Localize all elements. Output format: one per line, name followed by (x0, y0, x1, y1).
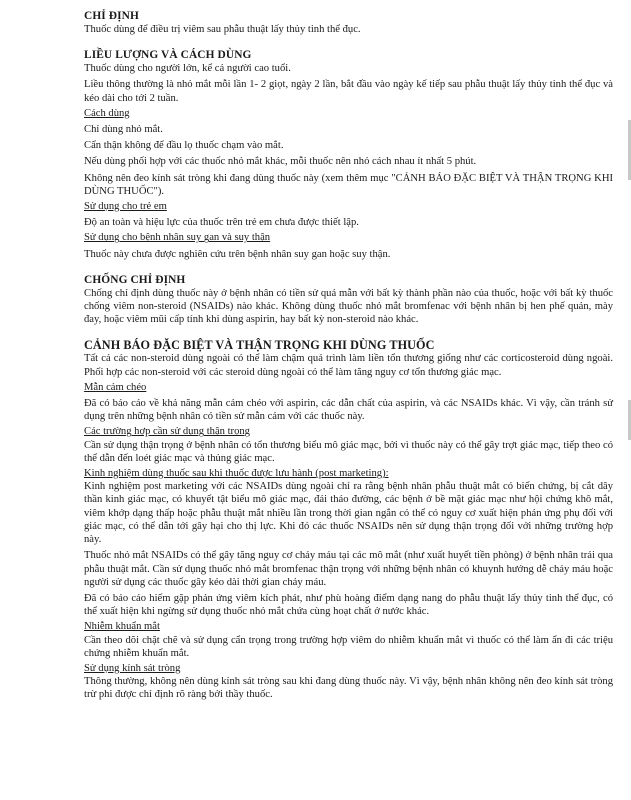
subheading: Cách dùng (84, 107, 130, 119)
paragraph: Thuốc này chưa được nghiên cứu trên bệnh nhân suy gan hoặc suy thận. (84, 248, 391, 260)
section-dosage (84, 48, 613, 261)
section-warnings (84, 338, 613, 701)
paragraph: Thuốc nhỏ mắt NSAIDs có thể gây tăng nguy cơ chảy máu tại các mô mắt (như xuất huyết tiền phòng) ở bệnh nhân trải qua phẫu thuật mắt. Cần sử dụng thuốc nhỏ mắt bromfenac thận trọng với những bệnh nhân có khuynh hướng dễ chảy máu hoặc người sử dụng các thuốc gây kéo dài thời gian chảy máu. (84, 550, 613, 588)
subheading: Mẫn cảm chéo (84, 381, 147, 393)
section-heading: CHỈ ĐỊNH (84, 10, 139, 22)
paragraph: Chỉ dùng nhỏ mắt. (84, 124, 163, 136)
subheading: Sử dụng kính sát tròng (84, 662, 181, 674)
paragraph: Thuốc dùng để điều trị viêm sau phẫu thuật lấy thủy tinh thể đục. (84, 24, 361, 35)
subheading: Nhiễm khuẩn mắt (84, 621, 160, 633)
paragraph: Cần sử dụng thận trọng ở bệnh nhân có tổn thương biểu mô giác mạc, bởi vì thuốc này có thể gây trợt giác mạc, tiếp theo có thể dẫn đến loét giác mạc và thủng giác mạc. (84, 439, 613, 464)
paragraph: Không nên đeo kính sát tròng khi đang dùng thuốc này (xem thêm mục "CẢNH BÁO ĐẶC BIỆT VÀ THẬN TRỌNG KHI DÙNG THUỐC"). (84, 172, 613, 197)
subheading: Kinh nghiệm dùng thuốc sau khi thuốc được lưu hành (post marketing): (84, 468, 389, 480)
paragraph: Kinh nghiệm post marketing với các NSAIDs dùng ngoài chỉ ra rằng bệnh nhân phẫu thuật mắt có biến chứng, bị cắt dây thần kinh giác mạc, có khuyết tật biểu mô giác mạc, đái tháo đường, các bệnh ở bề mặt giác mạc như hội chứng khô mắt, viêm khớp dạng thấp hoặc phẫu thuật mắt nhiều lần trong thời gian ngắn có thể có nguy cơ xuất hiện phản ứng phụ đối với giác mạc, có thể dẫn tới gây hại cho thị lực. Khi đó các thuốc NSAIDs nên sử dụng thận trọng đối với những trường hợp này. (84, 481, 613, 546)
section-contraindications (84, 273, 613, 327)
paragraph: Thông thường, không nên dùng kính sát tròng sau khi đang dùng thuốc này. Vì vậy, bệnh nhân không nên đeo kính sát tròng trừ phi được chỉ định rõ ràng bởi thầy thuốc. (84, 676, 613, 701)
section-heading: CHỐNG CHỈ ĐỊNH (84, 273, 186, 286)
subheading: Các trường hợp cần sử dụng thận trọng (84, 426, 250, 438)
subheading: Sử dụng cho trẻ em (84, 201, 167, 213)
paragraph: Tất cả các non-steroid dùng ngoài có thể làm chậm quá trình làm liền tổn thương giống như các corticosteroid dùng ngoài. Phối hợp các non-steroid với các steroid dùng ngoài có thể làm tăng nguy cơ tổn thương giác mạc. (84, 353, 613, 378)
paragraph: Đã có báo cáo hiếm gặp phản ứng viêm kích phát, như phù hoàng điểm dạng nang do phẫu thuật lấy thủy tinh thể đục, có thể xuất hiện khi ngừng sử dụng thuốc nhỏ mắt chứa cùng hoạt chất ở nước khác. (84, 592, 613, 618)
paragraph: Thuốc dùng cho người lớn, kể cả người cao tuổi. (84, 63, 291, 75)
paragraph: Liều thông thường là nhỏ mắt mỗi lần 1- 2 giọt, ngày 2 lần, bắt đầu vào ngày kế tiếp sau phẫu thuật lấy thủy tinh thể đục và kéo dài cho tới 2 tuần. (84, 79, 613, 104)
paragraph: Đã có báo cáo về khả năng mẫn cảm chéo với aspirin, các dẫn chất của aspirin, và các NSAIDs khác. Vì vậy, cần tránh sử dụng trên những bệnh nhân có tiền sử mẫn cảm với các thuốc này. (84, 398, 613, 423)
section-heading: CẢNH BÁO ĐẶC BIỆT VÀ THẬN TRỌNG KHI DÙNG THUỐC (84, 338, 435, 353)
section-indications (84, 9, 613, 36)
paragraph: Cần theo dõi chặt chẽ và sử dụng cẩn trọng trong trường hợp viêm do nhiễm khuẩn mắt vì thuốc có thể làm ẩn đi các triệu chứng nhiễm khuẩn mắt. (84, 634, 613, 659)
paragraph: Cẩn thận không để đầu lọ thuốc chạm vào mắt. (84, 140, 284, 152)
paragraph: Nếu dùng phối hợp với các thuốc nhỏ mắt khác, mỗi thuốc nên nhỏ cách nhau ít nhất 5 phút. (84, 156, 477, 168)
subheading: Sử dụng cho bệnh nhân suy gan và suy thận (84, 232, 271, 244)
paragraph: Chống chỉ định dùng thuốc này ở bệnh nhân có tiền sử quá mẫn với bất kỳ thành phần nào của thuốc, hoặc với bất kỳ thuốc chống viêm non-steroid (NSAIDs) nào khác. Không dùng thuốc nhỏ mắt bromfenac với bệnh nhân bị hen phế quản, mày đay, hoặc viêm mũi cấp tính khi dùng aspirin, hay bất kỳ non-steroid nào khác. (84, 287, 613, 326)
section-heading: LIỀU LƯỢNG VÀ CÁCH DÙNG (84, 49, 252, 62)
paragraph: Độ an toàn và hiệu lực của thuốc trên trẻ em chưa được thiết lập. (84, 217, 359, 229)
